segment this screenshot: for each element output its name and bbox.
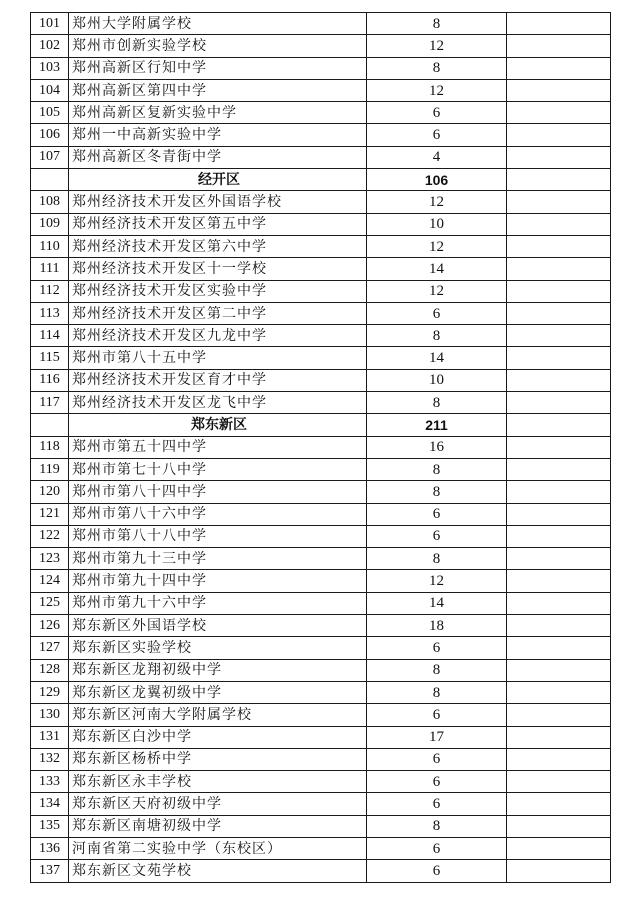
empty-cell [507,503,611,525]
row-number-cell: 111 [31,258,69,280]
empty-cell [507,347,611,369]
row-number-cell: 102 [31,35,69,57]
row-number-cell: 134 [31,793,69,815]
school-name-cell: 郑州大学附属学校 [69,13,367,35]
school-name-cell: 郑州高新区复新实验中学 [69,102,367,124]
row-number-cell: 129 [31,681,69,703]
quota-count-cell: 8 [367,681,507,703]
row-number-cell: 133 [31,771,69,793]
table-row [31,35,611,57]
row-number-cell: 109 [31,213,69,235]
empty-cell [507,191,611,213]
row-number-cell: 131 [31,726,69,748]
quota-count-cell: 8 [367,458,507,480]
school-name-cell: 郑州经济技术开发区十一学校 [69,258,367,280]
table-row [31,637,611,659]
table-row [31,325,611,347]
school-name-cell: 郑州市第八十六中学 [69,503,367,525]
quota-count-cell: 6 [367,837,507,859]
table-row [31,146,611,168]
quota-count-cell: 8 [367,481,507,503]
empty-cell [507,35,611,57]
district-header-row [31,169,611,191]
quota-count-cell: 6 [367,637,507,659]
row-number-cell [31,169,69,191]
table-row [31,615,611,637]
empty-cell [507,704,611,726]
table-row [31,837,611,859]
row-number-cell: 124 [31,570,69,592]
quota-count-cell: 14 [367,592,507,614]
row-number-cell: 132 [31,748,69,770]
empty-cell [507,392,611,414]
quota-count-cell: 8 [367,57,507,79]
district-name-cell: 经开区 [69,169,367,191]
row-number-cell: 112 [31,280,69,302]
table-row [31,79,611,101]
school-name-cell: 郑州市第九十六中学 [69,592,367,614]
school-name-cell: 郑州经济技术开发区第二中学 [69,302,367,324]
quota-count-cell: 8 [367,659,507,681]
document-page [30,12,610,883]
school-name-cell: 郑东新区河南大学附属学校 [69,704,367,726]
table-row [31,235,611,257]
table-row [31,592,611,614]
table-row [31,191,611,213]
school-name-cell: 郑州市第九十四中学 [69,570,367,592]
school-name-cell: 郑州市创新实验学校 [69,35,367,57]
empty-cell [507,13,611,35]
empty-cell [507,436,611,458]
table-row [31,704,611,726]
quota-count-cell: 12 [367,191,507,213]
school-name-cell: 郑州市第八十四中学 [69,481,367,503]
row-number-cell: 125 [31,592,69,614]
quota-count-cell: 6 [367,748,507,770]
empty-cell [507,235,611,257]
table-row [31,681,611,703]
row-number-cell: 107 [31,146,69,168]
quota-count-cell: 14 [367,258,507,280]
empty-cell [507,146,611,168]
quota-count-cell: 8 [367,13,507,35]
quota-count-cell: 12 [367,570,507,592]
empty-cell [507,302,611,324]
school-quota-table [30,12,611,883]
district-total-cell: 106 [367,169,507,191]
table-row [31,793,611,815]
school-name-cell: 郑州市第八十五中学 [69,347,367,369]
quota-count-cell: 10 [367,369,507,391]
empty-cell [507,102,611,124]
row-number-cell [31,414,69,436]
row-number-cell: 130 [31,704,69,726]
table-row [31,347,611,369]
quota-count-cell: 6 [367,102,507,124]
row-number-cell: 135 [31,815,69,837]
row-number-cell: 106 [31,124,69,146]
school-name-cell: 郑东新区天府初级中学 [69,793,367,815]
table-row [31,102,611,124]
school-name-cell: 郑东新区龙翔初级中学 [69,659,367,681]
school-name-cell: 河南省第二实验中学（东校区） [69,837,367,859]
table-row [31,548,611,570]
table-row [31,481,611,503]
table-row [31,748,611,770]
empty-cell [507,860,611,882]
row-number-cell: 119 [31,458,69,480]
table-row [31,258,611,280]
empty-cell [507,748,611,770]
quota-count-cell: 6 [367,704,507,726]
school-name-cell: 郑州市第九十三中学 [69,548,367,570]
school-name-cell: 郑东新区外国语学校 [69,615,367,637]
empty-cell [507,325,611,347]
table-row [31,815,611,837]
empty-cell [507,124,611,146]
school-name-cell: 郑州经济技术开发区九龙中学 [69,325,367,347]
table-body [31,13,611,883]
school-name-cell: 郑州经济技术开发区龙飞中学 [69,392,367,414]
empty-cell [507,213,611,235]
empty-cell [507,615,611,637]
school-name-cell: 郑州经济技术开发区实验中学 [69,280,367,302]
row-number-cell: 122 [31,525,69,547]
table-row [31,860,611,882]
row-number-cell: 127 [31,637,69,659]
school-name-cell: 郑东新区实验学校 [69,637,367,659]
row-number-cell: 137 [31,860,69,882]
table-row [31,525,611,547]
quota-count-cell: 6 [367,302,507,324]
row-number-cell: 103 [31,57,69,79]
school-name-cell: 郑州经济技术开发区第五中学 [69,213,367,235]
quota-count-cell: 6 [367,793,507,815]
quota-count-cell: 8 [367,548,507,570]
empty-cell [507,592,611,614]
table-row [31,570,611,592]
row-number-cell: 121 [31,503,69,525]
empty-cell [507,837,611,859]
empty-cell [507,369,611,391]
row-number-cell: 108 [31,191,69,213]
quota-count-cell: 10 [367,213,507,235]
school-name-cell: 郑州经济技术开发区育才中学 [69,369,367,391]
row-number-cell: 126 [31,615,69,637]
empty-cell [507,414,611,436]
row-number-cell: 118 [31,436,69,458]
table-row [31,659,611,681]
empty-cell [507,570,611,592]
empty-cell [507,57,611,79]
school-name-cell: 郑东新区白沙中学 [69,726,367,748]
table-row [31,13,611,35]
row-number-cell: 115 [31,347,69,369]
row-number-cell: 128 [31,659,69,681]
district-header-row [31,414,611,436]
empty-cell [507,258,611,280]
table-row [31,392,611,414]
row-number-cell: 116 [31,369,69,391]
school-name-cell: 郑州市第七十八中学 [69,458,367,480]
row-number-cell: 114 [31,325,69,347]
row-number-cell: 105 [31,102,69,124]
table-row [31,726,611,748]
quota-count-cell: 12 [367,235,507,257]
empty-cell [507,481,611,503]
empty-cell [507,79,611,101]
table-row [31,280,611,302]
school-name-cell: 郑东新区永丰学校 [69,771,367,793]
table-row [31,124,611,146]
quota-count-cell: 18 [367,615,507,637]
quota-count-cell: 17 [367,726,507,748]
quota-count-cell: 12 [367,280,507,302]
quota-count-cell: 8 [367,392,507,414]
quota-count-cell: 14 [367,347,507,369]
school-name-cell: 郑东新区文苑学校 [69,860,367,882]
table-row [31,458,611,480]
empty-cell [507,815,611,837]
quota-count-cell: 8 [367,815,507,837]
empty-cell [507,726,611,748]
quota-count-cell: 6 [367,771,507,793]
quota-count-cell: 6 [367,525,507,547]
table-row [31,503,611,525]
school-name-cell: 郑州市第八十八中学 [69,525,367,547]
table-row [31,771,611,793]
empty-cell [507,637,611,659]
quota-count-cell: 6 [367,124,507,146]
school-name-cell: 郑州经济技术开发区外国语学校 [69,191,367,213]
quota-count-cell: 16 [367,436,507,458]
empty-cell [507,169,611,191]
quota-count-cell: 12 [367,35,507,57]
school-name-cell: 郑州市第五十四中学 [69,436,367,458]
district-total-cell: 211 [367,414,507,436]
quota-count-cell: 6 [367,503,507,525]
table-row [31,302,611,324]
empty-cell [507,681,611,703]
school-name-cell: 郑州经济技术开发区第六中学 [69,235,367,257]
quota-count-cell: 4 [367,146,507,168]
table-row [31,369,611,391]
row-number-cell: 117 [31,392,69,414]
school-name-cell: 郑州一中高新实验中学 [69,124,367,146]
row-number-cell: 113 [31,302,69,324]
table-row [31,57,611,79]
quota-count-cell: 8 [367,325,507,347]
school-name-cell: 郑州高新区冬青街中学 [69,146,367,168]
school-name-cell: 郑州高新区第四中学 [69,79,367,101]
row-number-cell: 120 [31,481,69,503]
school-name-cell: 郑东新区杨桥中学 [69,748,367,770]
table-row [31,436,611,458]
empty-cell [507,458,611,480]
row-number-cell: 136 [31,837,69,859]
row-number-cell: 123 [31,548,69,570]
table-row [31,213,611,235]
empty-cell [507,280,611,302]
row-number-cell: 104 [31,79,69,101]
school-name-cell: 郑东新区南塘初级中学 [69,815,367,837]
empty-cell [507,793,611,815]
school-name-cell: 郑东新区龙翼初级中学 [69,681,367,703]
district-name-cell: 郑东新区 [69,414,367,436]
empty-cell [507,525,611,547]
empty-cell [507,659,611,681]
empty-cell [507,548,611,570]
row-number-cell: 110 [31,235,69,257]
row-number-cell: 101 [31,13,69,35]
school-name-cell: 郑州高新区行知中学 [69,57,367,79]
quota-count-cell: 12 [367,79,507,101]
quota-count-cell: 6 [367,860,507,882]
empty-cell [507,771,611,793]
